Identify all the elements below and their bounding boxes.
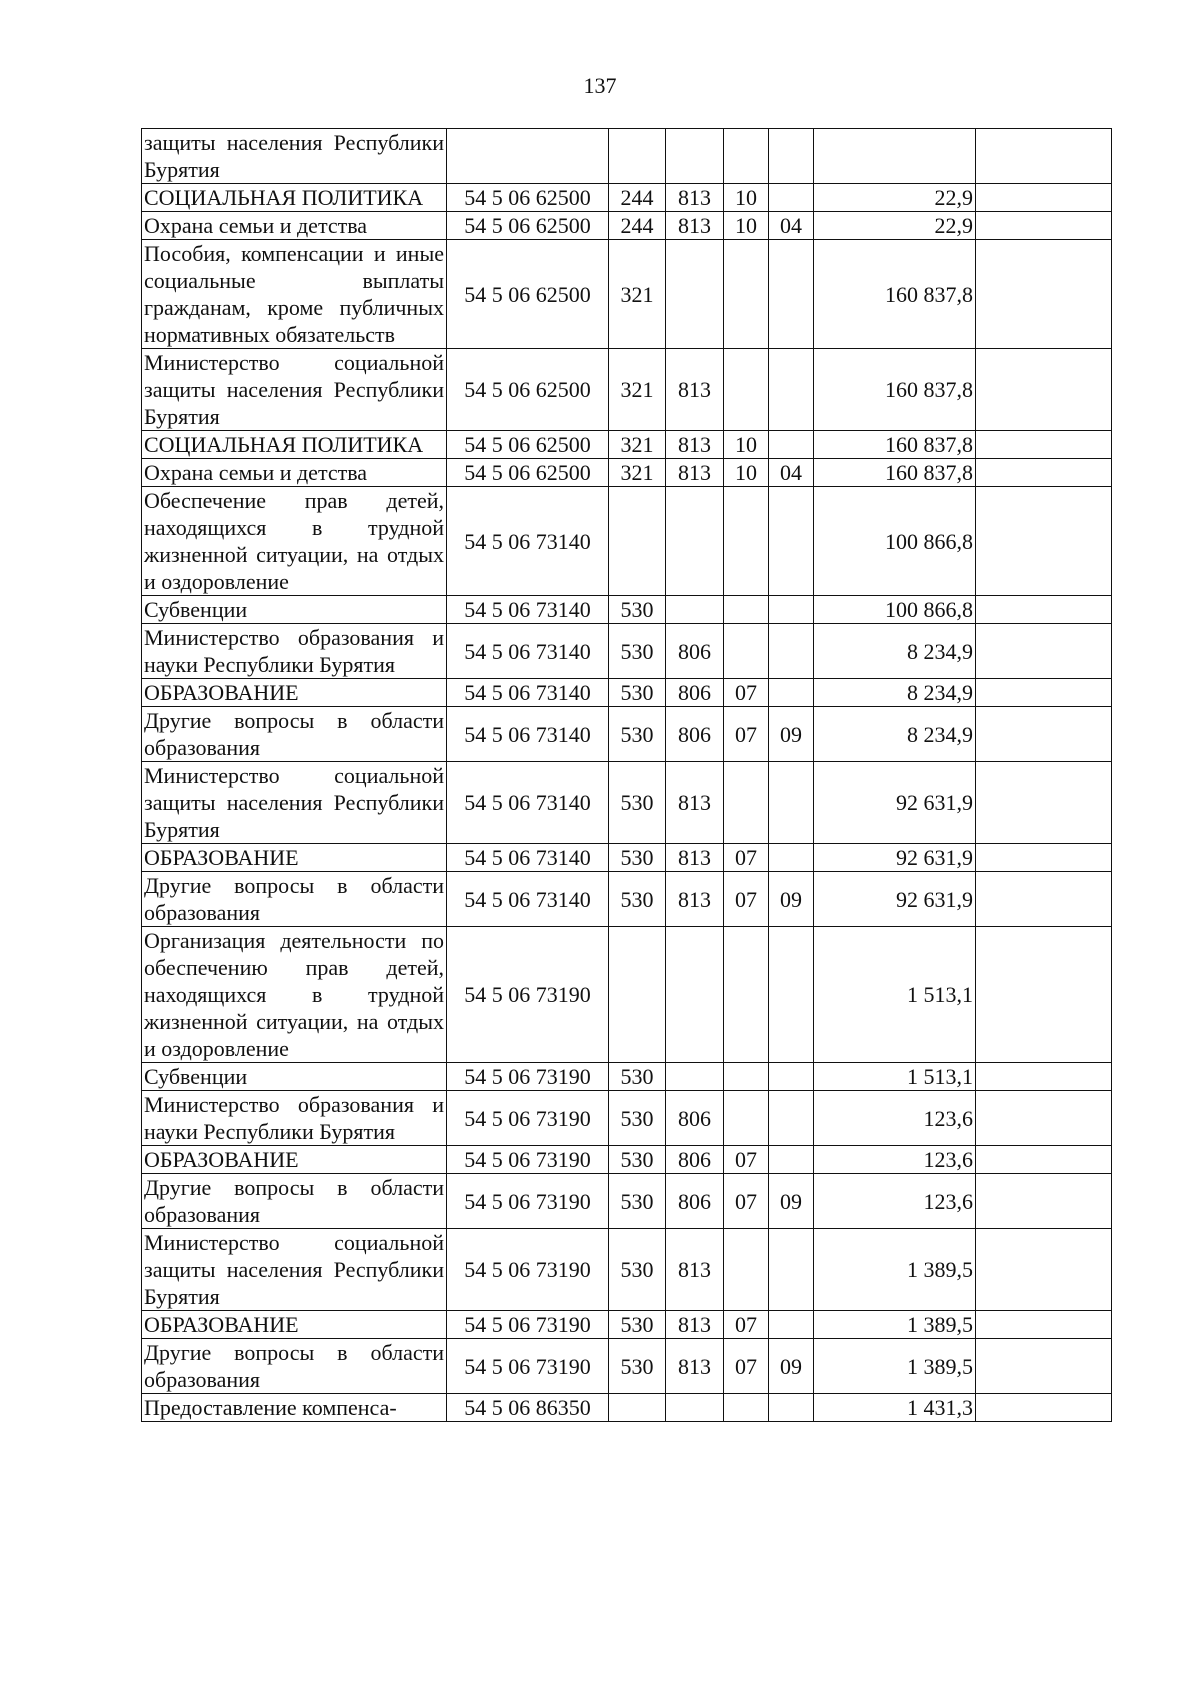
cell-section-code: 10: [724, 431, 769, 459]
cell-extra: [976, 431, 1112, 459]
cell-subsection-code: [769, 596, 814, 624]
cell-target-article-code: 54 5 06 62500: [447, 184, 609, 212]
cell-target-article-code: 54 5 06 73140: [447, 624, 609, 679]
cell-amount: 160 837,8: [814, 431, 976, 459]
cell-department-code: 813: [666, 459, 724, 487]
table-row: [142, 762, 1112, 844]
cell-extra: [976, 707, 1112, 762]
cell-department-code: [666, 1063, 724, 1091]
cell-name: СОЦИАЛЬНАЯ ПОЛИТИКА: [142, 431, 447, 459]
cell-target-article-code: 54 5 06 62500: [447, 459, 609, 487]
cell-target-article-code: 54 5 06 73190: [447, 1229, 609, 1311]
table-row: [142, 240, 1112, 349]
cell-subsection-code: 09: [769, 872, 814, 927]
cell-target-article-code: 54 5 06 73190: [447, 1091, 609, 1146]
cell-name: Охрана семьи и детства: [142, 459, 447, 487]
cell-section-code: [724, 596, 769, 624]
cell-amount: 100 866,8: [814, 596, 976, 624]
cell-section-code: 07: [724, 1339, 769, 1394]
cell-extra: [976, 459, 1112, 487]
cell-target-article-code: [447, 129, 609, 184]
cell-section-code: [724, 240, 769, 349]
table-row: [142, 927, 1112, 1063]
cell-amount: 123,6: [814, 1174, 976, 1229]
cell-extra: [976, 596, 1112, 624]
cell-target-article-code: 54 5 06 73140: [447, 707, 609, 762]
cell-expense-type-code: 321: [609, 349, 666, 431]
cell-subsection-code: 09: [769, 1339, 814, 1394]
table-row: [142, 487, 1112, 596]
cell-amount: 160 837,8: [814, 349, 976, 431]
cell-section-code: 07: [724, 679, 769, 707]
table-row: [142, 1229, 1112, 1311]
cell-expense-type-code: 530: [609, 624, 666, 679]
cell-section-code: [724, 762, 769, 844]
table-row: [142, 679, 1112, 707]
cell-name: Предоставление компенса-: [142, 1394, 447, 1422]
cell-name: Другие вопросы в области образования: [142, 1174, 447, 1229]
cell-department-code: 813: [666, 762, 724, 844]
cell-extra: [976, 184, 1112, 212]
cell-department-code: 806: [666, 707, 724, 762]
cell-department-code: [666, 927, 724, 1063]
cell-subsection-code: [769, 1229, 814, 1311]
cell-department-code: 806: [666, 1091, 724, 1146]
cell-expense-type-code: 530: [609, 1339, 666, 1394]
cell-expense-type-code: 321: [609, 240, 666, 349]
cell-subsection-code: [769, 1146, 814, 1174]
cell-name: Охрана семьи и детства: [142, 212, 447, 240]
cell-amount: 1 513,1: [814, 927, 976, 1063]
cell-section-code: 07: [724, 872, 769, 927]
cell-subsection-code: [769, 679, 814, 707]
cell-section-code: [724, 349, 769, 431]
cell-section-code: [724, 129, 769, 184]
cell-section-code: [724, 1229, 769, 1311]
cell-expense-type-code: 321: [609, 431, 666, 459]
cell-department-code: 813: [666, 844, 724, 872]
cell-name: ОБРАЗОВАНИЕ: [142, 1311, 447, 1339]
cell-extra: [976, 129, 1112, 184]
cell-subsection-code: 04: [769, 212, 814, 240]
cell-department-code: 806: [666, 1174, 724, 1229]
cell-target-article-code: 54 5 06 73190: [447, 927, 609, 1063]
cell-section-code: 07: [724, 1311, 769, 1339]
cell-subsection-code: [769, 240, 814, 349]
table-row: [142, 624, 1112, 679]
cell-amount: 123,6: [814, 1091, 976, 1146]
table-row: [142, 596, 1112, 624]
cell-target-article-code: 54 5 06 73140: [447, 596, 609, 624]
table-row: [142, 872, 1112, 927]
cell-extra: [976, 679, 1112, 707]
cell-subsection-code: 09: [769, 1174, 814, 1229]
cell-department-code: [666, 487, 724, 596]
cell-name: Министерство образования и науки Республики Бурятия: [142, 1091, 447, 1146]
table-row: [142, 1339, 1112, 1394]
cell-amount: 1 513,1: [814, 1063, 976, 1091]
cell-target-article-code: 54 5 06 73190: [447, 1174, 609, 1229]
cell-target-article-code: 54 5 06 62500: [447, 349, 609, 431]
cell-name: Министерство социальной защиты населения Республики Бурятия: [142, 762, 447, 844]
cell-section-code: 10: [724, 459, 769, 487]
cell-name: Министерство социальной защиты населения Республики Бурятия: [142, 1229, 447, 1311]
cell-target-article-code: 54 5 06 86350: [447, 1394, 609, 1422]
cell-subsection-code: [769, 487, 814, 596]
cell-target-article-code: 54 5 06 73190: [447, 1146, 609, 1174]
cell-subsection-code: [769, 1091, 814, 1146]
cell-section-code: 10: [724, 212, 769, 240]
cell-name: Другие вопросы в области образования: [142, 872, 447, 927]
table-row: [142, 129, 1112, 184]
cell-amount: 1 431,3: [814, 1394, 976, 1422]
cell-department-code: 813: [666, 431, 724, 459]
cell-expense-type-code: [609, 1394, 666, 1422]
cell-expense-type-code: 321: [609, 459, 666, 487]
cell-amount: 1 389,5: [814, 1339, 976, 1394]
cell-amount: 123,6: [814, 1146, 976, 1174]
cell-department-code: [666, 596, 724, 624]
cell-department-code: [666, 240, 724, 349]
cell-name: ОБРАЗОВАНИЕ: [142, 1146, 447, 1174]
cell-department-code: 813: [666, 349, 724, 431]
table-row: [142, 1174, 1112, 1229]
cell-section-code: [724, 487, 769, 596]
cell-expense-type-code: 530: [609, 762, 666, 844]
cell-target-article-code: 54 5 06 73140: [447, 679, 609, 707]
cell-expense-type-code: 530: [609, 872, 666, 927]
cell-name: Пособия, компенсации и иные социальные выплаты гражданам, кроме публичных нормативных обязательств: [142, 240, 447, 349]
cell-extra: [976, 1311, 1112, 1339]
cell-amount: 22,9: [814, 184, 976, 212]
cell-extra: [976, 872, 1112, 927]
cell-name: Субвенции: [142, 596, 447, 624]
cell-extra: [976, 1394, 1112, 1422]
cell-section-code: [724, 1091, 769, 1146]
cell-amount: 92 631,9: [814, 844, 976, 872]
cell-extra: [976, 1146, 1112, 1174]
cell-target-article-code: 54 5 06 73140: [447, 762, 609, 844]
cell-section-code: 07: [724, 1146, 769, 1174]
cell-name: Организация деятельности по обеспечению прав детей, находящихся в трудной жизненной ситуации, на отдых и оздоровление: [142, 927, 447, 1063]
cell-extra: [976, 240, 1112, 349]
cell-amount: 92 631,9: [814, 762, 976, 844]
cell-extra: [976, 349, 1112, 431]
cell-amount: 8 234,9: [814, 679, 976, 707]
cell-section-code: 07: [724, 844, 769, 872]
cell-extra: [976, 844, 1112, 872]
cell-extra: [976, 1174, 1112, 1229]
cell-target-article-code: 54 5 06 73190: [447, 1339, 609, 1394]
cell-target-article-code: 54 5 06 73140: [447, 487, 609, 596]
cell-expense-type-code: 244: [609, 184, 666, 212]
cell-department-code: 813: [666, 1229, 724, 1311]
cell-target-article-code: 54 5 06 73140: [447, 844, 609, 872]
cell-subsection-code: [769, 844, 814, 872]
cell-amount: 92 631,9: [814, 872, 976, 927]
cell-subsection-code: [769, 927, 814, 1063]
cell-department-code: 813: [666, 212, 724, 240]
cell-subsection-code: [769, 1394, 814, 1422]
table-row: [142, 184, 1112, 212]
cell-expense-type-code: 530: [609, 844, 666, 872]
cell-department-code: 813: [666, 184, 724, 212]
page-number: 137: [583, 73, 617, 98]
cell-extra: [976, 1229, 1112, 1311]
cell-amount: 1 389,5: [814, 1229, 976, 1311]
cell-subsection-code: [769, 184, 814, 212]
cell-extra: [976, 1339, 1112, 1394]
cell-subsection-code: [769, 624, 814, 679]
cell-expense-type-code: 530: [609, 707, 666, 762]
cell-subsection-code: [769, 1063, 814, 1091]
cell-name: Другие вопросы в области образования: [142, 1339, 447, 1394]
cell-department-code: 806: [666, 679, 724, 707]
cell-subsection-code: [769, 129, 814, 184]
cell-amount: 160 837,8: [814, 459, 976, 487]
cell-target-article-code: 54 5 06 73190: [447, 1063, 609, 1091]
cell-expense-type-code: 530: [609, 596, 666, 624]
cell-name: защиты населения Республики Бурятия: [142, 129, 447, 184]
cell-expense-type-code: [609, 487, 666, 596]
cell-section-code: 07: [724, 707, 769, 762]
cell-subsection-code: [769, 349, 814, 431]
cell-department-code: 813: [666, 872, 724, 927]
cell-expense-type-code: 530: [609, 1174, 666, 1229]
cell-subsection-code: [769, 431, 814, 459]
cell-subsection-code: 04: [769, 459, 814, 487]
cell-extra: [976, 624, 1112, 679]
cell-section-code: [724, 1063, 769, 1091]
cell-extra: [976, 212, 1112, 240]
cell-department-code: [666, 1394, 724, 1422]
table-row: [142, 1091, 1112, 1146]
cell-amount: 8 234,9: [814, 624, 976, 679]
cell-expense-type-code: 530: [609, 1229, 666, 1311]
cell-department-code: 813: [666, 1311, 724, 1339]
cell-extra: [976, 487, 1112, 596]
cell-amount: 8 234,9: [814, 707, 976, 762]
cell-section-code: 10: [724, 184, 769, 212]
table-row: [142, 212, 1112, 240]
cell-subsection-code: 09: [769, 707, 814, 762]
cell-amount: 22,9: [814, 212, 976, 240]
cell-expense-type-code: 244: [609, 212, 666, 240]
cell-name: СОЦИАЛЬНАЯ ПОЛИТИКА: [142, 184, 447, 212]
cell-department-code: 813: [666, 1339, 724, 1394]
cell-target-article-code: 54 5 06 62500: [447, 240, 609, 349]
cell-name: Министерство образования и науки Республики Бурятия: [142, 624, 447, 679]
cell-expense-type-code: 530: [609, 1146, 666, 1174]
cell-subsection-code: [769, 762, 814, 844]
cell-amount: 100 866,8: [814, 487, 976, 596]
cell-section-code: 07: [724, 1174, 769, 1229]
cell-name: Субвенции: [142, 1063, 447, 1091]
table-row: [142, 349, 1112, 431]
cell-amount: 160 837,8: [814, 240, 976, 349]
cell-section-code: [724, 624, 769, 679]
cell-section-code: [724, 927, 769, 1063]
table-row: [142, 844, 1112, 872]
cell-extra: [976, 927, 1112, 1063]
cell-extra: [976, 762, 1112, 844]
budget-table-body: [142, 129, 1112, 1422]
cell-target-article-code: 54 5 06 62500: [447, 431, 609, 459]
budget-table: [141, 128, 1112, 1422]
cell-name: ОБРАЗОВАНИЕ: [142, 844, 447, 872]
table-row: [142, 1311, 1112, 1339]
cell-expense-type-code: 530: [609, 1311, 666, 1339]
cell-department-code: 806: [666, 1146, 724, 1174]
cell-expense-type-code: [609, 927, 666, 1063]
cell-name: Другие вопросы в области образования: [142, 707, 447, 762]
cell-extra: [976, 1091, 1112, 1146]
cell-department-code: 806: [666, 624, 724, 679]
cell-expense-type-code: [609, 129, 666, 184]
cell-target-article-code: 54 5 06 73140: [447, 872, 609, 927]
cell-expense-type-code: 530: [609, 1091, 666, 1146]
cell-expense-type-code: 530: [609, 1063, 666, 1091]
table-row: [142, 431, 1112, 459]
cell-subsection-code: [769, 1311, 814, 1339]
table-row: [142, 459, 1112, 487]
cell-expense-type-code: 530: [609, 679, 666, 707]
cell-target-article-code: 54 5 06 73190: [447, 1311, 609, 1339]
table-row: [142, 1146, 1112, 1174]
cell-name: Министерство социальной защиты населения Республики Бурятия: [142, 349, 447, 431]
cell-name: ОБРАЗОВАНИЕ: [142, 679, 447, 707]
table-row: [142, 1394, 1112, 1422]
cell-amount: [814, 129, 976, 184]
table-row: [142, 1063, 1112, 1091]
cell-section-code: [724, 1394, 769, 1422]
table-row: [142, 707, 1112, 762]
cell-department-code: [666, 129, 724, 184]
cell-target-article-code: 54 5 06 62500: [447, 212, 609, 240]
cell-name: Обеспечение прав детей, находящихся в трудной жизненной ситуации, на отдых и оздоровление: [142, 487, 447, 596]
cell-extra: [976, 1063, 1112, 1091]
cell-amount: 1 389,5: [814, 1311, 976, 1339]
